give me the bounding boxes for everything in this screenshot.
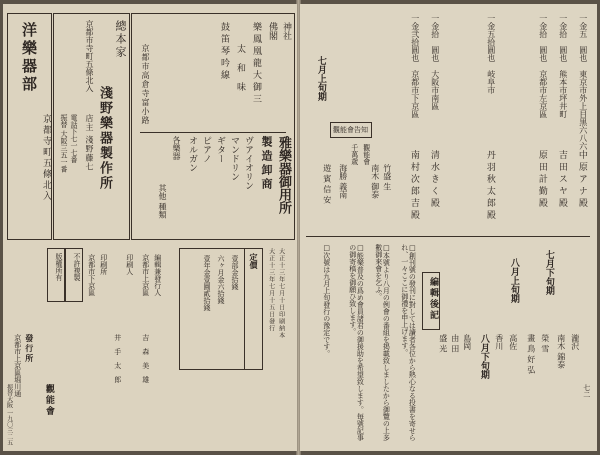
jul-lower-row-1b: 南木 錦泰	[556, 334, 566, 369]
ad2-address: 京都市寺町五條北入	[85, 20, 94, 92]
jul-upper-title: 七月上旬期	[315, 56, 326, 101]
donation-3-name: 原田計勤殿	[536, 150, 547, 210]
ad2-head: 總本家	[114, 20, 127, 59]
ad1-address: 京都寺町五條北入	[41, 114, 51, 202]
notice-head: 觀能會告知	[333, 126, 368, 134]
editor-head-box	[422, 272, 440, 330]
copyright-stamp-1	[65, 248, 83, 302]
ad-asano-instruments	[53, 13, 130, 240]
jul-upper-row-1b: 千萬歳	[350, 144, 359, 165]
editor-para-4: □次號は九月上旬發行の豫定です。	[322, 244, 331, 357]
donation-3: 一金拾 圓也 京都市左京區	[538, 14, 548, 118]
ad3-shrine: 神社	[281, 22, 291, 40]
jul-lower-row-1a: 瀧沢	[570, 334, 580, 350]
donation-1: 一金五 圓也 東京市外上目黒六八六	[578, 14, 588, 150]
donation-1-name: 中原アナ殿	[576, 150, 587, 210]
donation-5-name: 清水きく殿	[428, 150, 439, 210]
publisher-phone: 振替大阪 一九〇三二五	[5, 384, 13, 446]
section-divider	[306, 236, 590, 237]
ad2-company-name: 淺野樂器製作所	[97, 86, 112, 191]
ad3-maker: 製造卸商	[260, 136, 273, 192]
ad-western-instruments	[7, 13, 52, 240]
aug-lower-row-2a: 盛 光	[438, 334, 448, 353]
price-box-rule	[244, 249, 245, 369]
printer-label: 印刷人	[125, 254, 134, 275]
colophon-printed: 大正十三年七月十日印刷納本	[277, 248, 285, 339]
donation-5: 一金拾 圓也 大阪市南區	[430, 14, 440, 110]
ad2-furikae: 振替 大阪三五一番	[60, 114, 68, 173]
ad3-col-b: 太和味	[235, 44, 245, 101]
editor-head: 編輯後記	[428, 277, 438, 321]
stamp-text-2: 版權所有	[55, 253, 63, 281]
price-row-2: 六ヶ月金六拾錢	[217, 255, 225, 304]
jul-upper-row-1a: 觀能會	[362, 144, 371, 165]
right-page	[300, 4, 597, 451]
donation-4-name: 丹羽秋太郎殿	[484, 150, 495, 222]
donation-6-name: 南村次郎吉殿	[408, 150, 419, 222]
copyright-stamp-2	[47, 248, 65, 302]
aug-lower-row-1b: 由 田	[450, 334, 460, 353]
aug-lower-title: 八月下旬期	[478, 334, 489, 379]
ad-gagaku-instruments	[131, 13, 295, 240]
ad3-col-h: オルガン	[187, 136, 197, 172]
editor-name: 吉 森 美 雄	[141, 334, 150, 383]
ad3-col-i: 各樂器	[172, 136, 181, 160]
publisher-name: 觀能會	[43, 384, 54, 417]
printer-name: 井 手 太 郎	[113, 334, 122, 383]
left-page	[3, 4, 297, 451]
donation-2: 一金拾 圓也 熊本市坪井町	[558, 14, 568, 118]
ad2-owner: 店主 淺野藤七	[85, 114, 94, 172]
ad3-divider	[140, 132, 286, 133]
jul-upper-row-3a: 竹盛 生	[382, 164, 392, 191]
ad3-tagline: 雅樂器御用所	[276, 136, 291, 214]
price-head: 定價	[249, 253, 259, 269]
ad3-col-j: 其他 種類	[158, 184, 167, 219]
donation-6: 一金弐拾圓也 京都市下京區	[410, 14, 420, 118]
ad3-col-d: ヴアイオリン	[243, 136, 253, 190]
editor-address: 京都市上京區	[141, 254, 150, 296]
donation-2-name: 吉田スヤ殿	[556, 150, 567, 210]
price-row-1: 壹部金拾錢	[231, 255, 239, 290]
publisher-address: 京都市上京區堀川通	[13, 334, 22, 397]
ad3-col-e: マンドリン	[229, 136, 239, 181]
ad3-col-f: ギター	[215, 136, 225, 163]
ad2-telephone: 電話下七一七番	[70, 114, 78, 163]
jul-lower-row-2a: 榮 雪	[540, 334, 550, 353]
aug-upper-title: 八月上旬期	[508, 258, 519, 303]
editor-para-1: □創刊號の發刊に對しては讀者各位から熱心なる投書を寄せられ、一々ここに御禮を申上げます。	[400, 244, 417, 441]
notice-head-box	[330, 122, 372, 138]
jul-upper-row-3b: 南木 御泰	[370, 164, 380, 199]
stamp-text-1: 不許複製	[73, 253, 81, 281]
aug-upper-row-1a: 高佐	[508, 334, 518, 350]
ad1-title: 洋樂器部	[20, 22, 38, 94]
jul-lower-row-2b: 畫 鳥 好 弘	[526, 334, 536, 374]
jul-lower-title: 七月下旬期	[543, 250, 554, 295]
editor-label: 編輯兼發行人	[153, 254, 162, 296]
printshop-label: 印刷所	[99, 254, 108, 275]
jul-upper-row-4: 海勝 義南	[338, 164, 348, 199]
price-row-3: 壹年金壹圓貳拾錢	[203, 255, 211, 311]
aug-lower-row-1a: 島岡	[462, 334, 472, 350]
publisher-label: 發行所	[24, 334, 35, 364]
ad3-temple: 佛閣	[267, 22, 277, 40]
jul-upper-row-5: 遊 賓 信 安	[322, 164, 332, 204]
aug-upper-row-1b: 香川	[494, 334, 504, 350]
donation-4: 一金五拾圓也 岐阜市	[486, 14, 496, 94]
ad3-col-c: 鼓笛琴吟線	[219, 22, 229, 82]
page-number: 七二	[582, 384, 591, 398]
editor-para-2: □本號より八月の例會の番組を掲載致しましたから御覽の上多數御來會を乞ふ。	[374, 244, 391, 441]
price-box	[179, 248, 263, 370]
editor-para-3: □能樂普及の爲め會員諸君の御援助を希望致します。毎號記事の御寄稿を御願ひ致します。	[348, 244, 365, 441]
printshop-address: 京都市下京區	[87, 254, 96, 296]
ad3-col-g: ピアノ	[201, 136, 211, 163]
ad3-col-a: 樂鳳凰龍大御三	[251, 22, 261, 106]
ad3-street: 京都市高倉寺富小路	[141, 44, 150, 125]
colophon-published: 大正十三年七月十五日發行	[267, 248, 275, 332]
